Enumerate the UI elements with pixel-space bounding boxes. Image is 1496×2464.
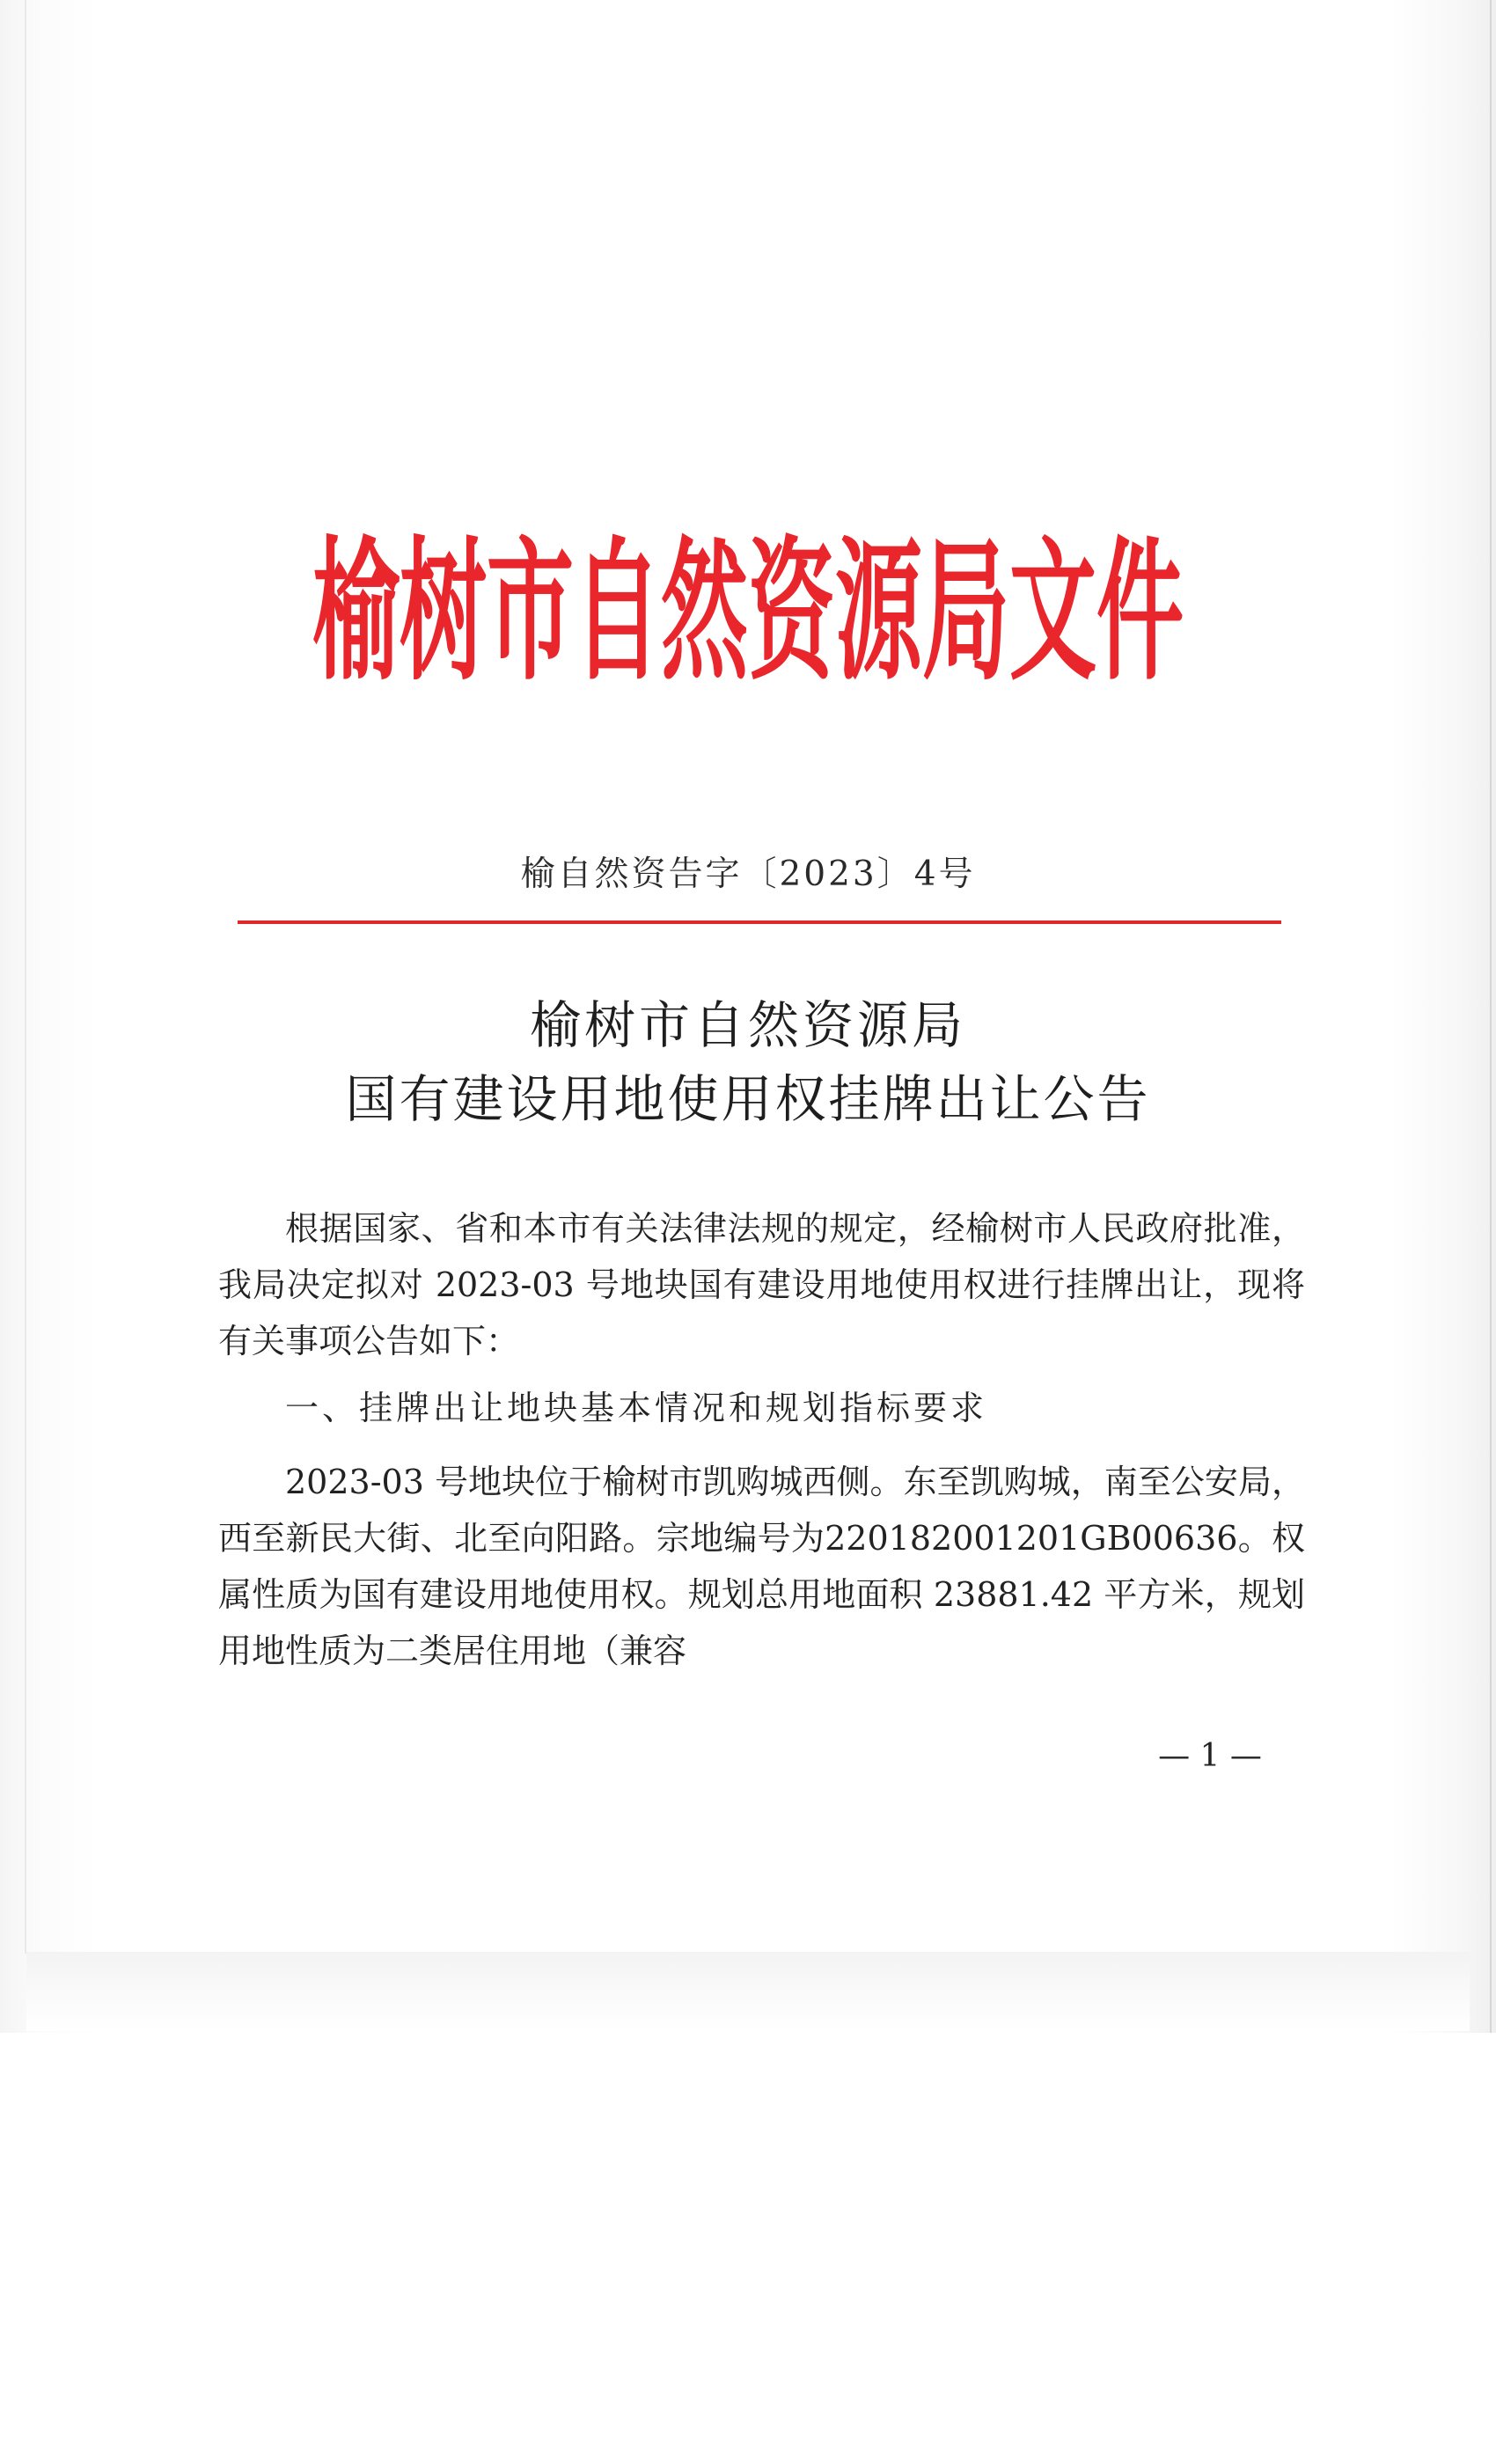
page-number: — 1 — (1158, 1738, 1262, 1774)
section-heading-1: 一、挂牌出让地块基本情况和规划指标要求 (285, 1389, 988, 1427)
notice-title-issuer: 榆树市自然资源局 (529, 995, 966, 1055)
document-masthead: 榆树市自然资源局文件 (312, 524, 1184, 702)
scan-bottom-shadow (26, 1952, 1470, 2031)
red-separator-line (238, 920, 1281, 924)
parcel-description-paragraph: 2023-03 号地块位于榆树市凯购城西侧。东至凯购城，南至公安局，西至新民大街、北至向阳路。宗地编号为220182001201GB00636。权属性质为国有建设用地使用权。规划总用地面积 23881.42 平方米，规划用地性质为二类居住用地（兼容 (218, 1463, 1305, 1670)
document-number: 榆自然资告字〔2023〕4号 (520, 854, 976, 894)
notice-title-subject: 国有建设用地使用权挂牌出让公告 (345, 1069, 1151, 1129)
scan-edge-left (25, 0, 26, 1954)
intro-paragraph: 根据国家、省和本市有关法律法规的规定，经榆树市人民政府批准，我局决定拟对 2023-03 号地块国有建设用地使用权进行挂牌出让，现将有关事项公告如下： (218, 1209, 1305, 1360)
